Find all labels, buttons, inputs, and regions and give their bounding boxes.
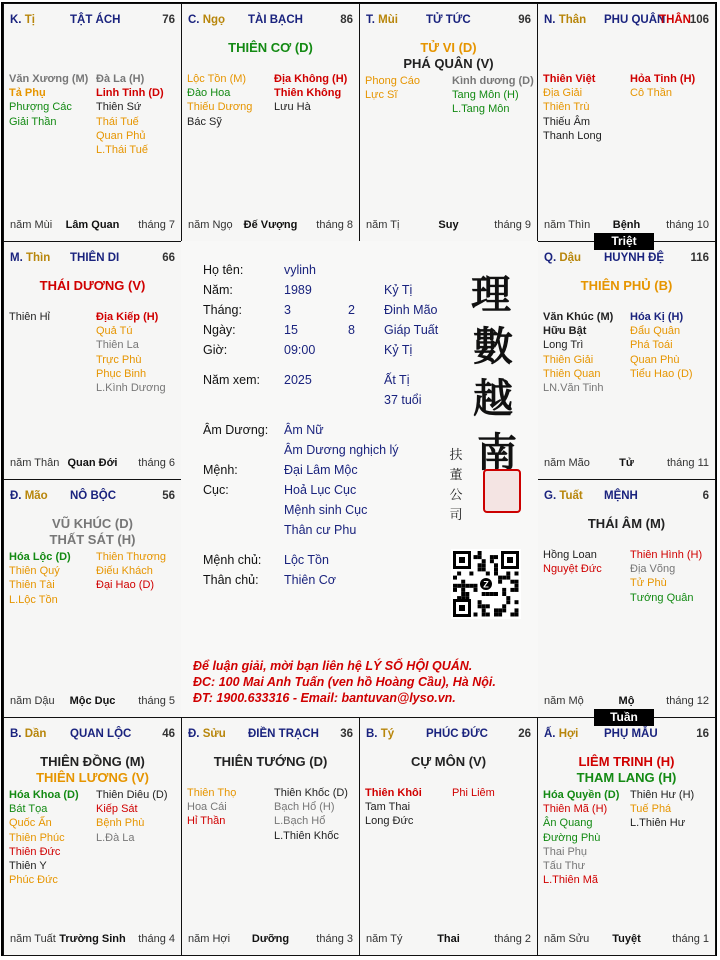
minor-star: Lộc Tồn (M) (187, 73, 247, 85)
minor-star: Văn Khúc (M) (543, 311, 614, 323)
palace-can: K. (10, 14, 22, 26)
minor-star: Thiếu Dương (187, 101, 253, 114)
minor-star: Hóa Quyền (D) (543, 789, 620, 801)
palace-year: năm Hợi (188, 933, 231, 945)
palace-chi: Tuất (559, 490, 583, 502)
minor-star: Thiên Diêu (D) (96, 789, 168, 801)
main-star: VŨ KHÚC (D) (52, 516, 133, 531)
palace-footer (366, 933, 531, 947)
minor-star: Phi Liêm (452, 787, 495, 799)
palace-dau (537, 241, 716, 480)
palace-state: Bệnh (612, 219, 641, 231)
minor-star: Hóa Khoa (D) (9, 789, 79, 801)
logo-char-4: 南 (477, 429, 517, 476)
minor-star: Tiểu Hao (D) (630, 367, 693, 380)
stars-right (274, 786, 348, 843)
main-star: THÁI DƯƠNG (V) (39, 278, 146, 293)
value-ngay: 15 (284, 323, 298, 337)
stars-right (96, 550, 166, 593)
main-star: THIÊN PHỦ (B) (580, 278, 673, 293)
stars-left (543, 548, 602, 576)
minor-star: Kình dương (D) (452, 75, 534, 87)
palace-month: tháng 3 (316, 933, 353, 945)
stars-right (452, 786, 495, 800)
triet-tag: Triệt (594, 233, 654, 250)
palace-footer (544, 219, 709, 233)
label-am-duong: Âm Dương: (203, 423, 269, 437)
palace-chi: Thìn (25, 252, 51, 264)
contact-line-2: ĐC: 100 Mai Anh Tuấn (ven hồ Hoàng Cầu), Hà Nội. (193, 675, 496, 689)
palace-can: M. (10, 252, 23, 264)
tuan-tag: Tuần (594, 709, 654, 726)
palace-name: PHÚC ĐỨC (426, 728, 488, 740)
stars-left (187, 786, 236, 829)
minor-star: Bát Tọa (9, 803, 48, 816)
svg-text:Z: Z (483, 579, 489, 590)
palace-month: tháng 7 (138, 219, 175, 231)
minor-star: Tướng Quân (630, 591, 694, 604)
palace-name: HUYNH ĐỆ (604, 252, 665, 264)
label-than-chu: Thân chủ: (203, 573, 259, 587)
label-thang: Tháng: (203, 303, 242, 317)
palace-can: C. (188, 14, 200, 26)
palace-chi: Dậu (559, 252, 582, 264)
palace-state: Lâm Quan (65, 219, 120, 231)
seal-stamp (483, 469, 521, 513)
label-nam: Năm: (203, 283, 233, 297)
minor-star: L.Thái Tuế (96, 144, 148, 157)
palace-year: năm Sửu (544, 933, 590, 945)
stars-right (274, 72, 347, 115)
palace-year: năm Mão (544, 457, 590, 469)
palace-year: năm Tý (366, 933, 403, 945)
value-thang-can: Đinh Mão (384, 303, 438, 317)
minor-star: Linh Tinh (D) (96, 87, 164, 100)
value-am-duong-2: Âm Dương nghịch lý (284, 443, 399, 457)
minor-star: Quan Phủ (96, 129, 146, 142)
value-menh: Đại Lâm Mộc (284, 463, 358, 477)
palace-chi: Ngọ (202, 14, 226, 26)
stars-right (96, 72, 164, 157)
stars-right (452, 74, 534, 117)
minor-star: Thiên Thọ (187, 787, 237, 799)
value-thang: 3 (284, 303, 291, 317)
palace-name: NÔ BỘC (70, 490, 116, 502)
palace-can: T. (366, 14, 375, 26)
minor-star: Thiên Không (274, 87, 342, 100)
minor-star: Hỏa Tinh (H) (630, 73, 696, 85)
main-star: LIÊM TRINH (H) (578, 754, 675, 769)
minor-star: Tam Thai (365, 801, 411, 814)
minor-star: Thiên Giải (543, 353, 594, 366)
palace-chi: Mùi (378, 14, 398, 26)
palace-mui (359, 3, 538, 242)
minor-star: L.Thiên Hư (630, 817, 686, 830)
minor-star: LN.Văn Tinh (543, 382, 604, 395)
palace-month: tháng 8 (316, 219, 353, 231)
minor-star: Thiên Quý (9, 565, 60, 578)
value-than-chu: Thiên Cơ (284, 573, 336, 587)
value-ngay-can: Giáp Tuất (384, 323, 439, 337)
value-gio-can: Kỷ Tị (384, 343, 413, 357)
label-cuc: Cục: (203, 483, 229, 497)
main-star: THIÊN TƯỚNG (D) (213, 754, 328, 769)
palace-footer (544, 933, 709, 947)
palace-chi: Sửu (202, 728, 226, 740)
value-nam: 1989 (284, 283, 312, 297)
palace-state: Dưỡng (251, 933, 290, 945)
logo-char-2: 數 (473, 323, 513, 370)
palace-year: năm Mùi (10, 219, 53, 231)
palace-state: Suy (438, 219, 459, 231)
label-menh-chu: Mệnh chủ: (203, 553, 262, 567)
palace-can: Ấ. (544, 728, 556, 740)
minor-star: Thiếu Âm (543, 115, 591, 128)
minor-star: Thiên Trù (543, 101, 590, 114)
value-thang-al: 2 (348, 303, 355, 317)
palace-age: 106 (689, 14, 709, 26)
minor-star: L.Tang Môn (452, 103, 510, 116)
minor-star: Phượng Các (9, 101, 72, 114)
minor-star: Văn Xương (M) (9, 73, 89, 85)
palace-age: 26 (518, 728, 531, 740)
minor-star: Phúc Đức (9, 874, 58, 887)
palace-month: tháng 10 (666, 219, 709, 231)
palace-chi: Hợi (558, 728, 579, 740)
logo-sub-text: 扶 董 公 司 (449, 448, 463, 523)
minor-star: Long Trì (543, 339, 584, 352)
main-star: PHÁ QUÂN (V) (403, 56, 494, 71)
minor-star: Địa Kiếp (H) (96, 311, 159, 323)
palace-state: Mộ (618, 695, 635, 707)
palace-header (10, 490, 175, 504)
value-cuc: Hoả Lục Cục (284, 483, 357, 497)
minor-star: Hữu Bật (543, 325, 587, 338)
palace-state: Thai (437, 933, 460, 945)
palace-name: TẬT ÁCH (70, 14, 121, 26)
palace-header (366, 14, 531, 28)
palace-age: 6 (702, 490, 709, 502)
palace-age: 36 (340, 728, 353, 740)
stars-left (9, 788, 79, 887)
palace-year: năm Ngọ (188, 219, 233, 231)
palace-header (544, 728, 709, 742)
palace-header (544, 490, 709, 504)
minor-star: Điếu Khách (96, 565, 153, 578)
palace-age: 16 (696, 728, 709, 740)
palace-state: Tử (619, 457, 634, 469)
value-nam-xem-can: Ất Tị (384, 373, 410, 387)
palace-year: năm Thìn (544, 219, 591, 231)
minor-star: Thiên Quan (543, 367, 601, 380)
palace-chi: Dần (24, 728, 47, 740)
palace-than (537, 3, 716, 242)
value-nam-xem: 2025 (284, 373, 312, 387)
palace-month: tháng 11 (666, 457, 709, 469)
label-nam-xem: Năm xem: (203, 373, 260, 387)
minor-star: Quan Phù (630, 353, 680, 366)
palace-thin (3, 241, 182, 480)
palace-footer (544, 457, 709, 471)
label-menh: Mệnh: (203, 463, 238, 477)
palace-age: 46 (162, 728, 175, 740)
minor-star: Bệnh Phù (96, 817, 145, 830)
palace-footer (366, 219, 531, 233)
palace-can: G. (544, 490, 557, 502)
minor-star: Hóa Lộc (D) (9, 551, 71, 563)
value-gio: 09:00 (284, 343, 316, 357)
palace-header (544, 252, 709, 266)
minor-star: Thiên Khốc (D) (274, 787, 348, 799)
minor-star: Đại Hao (D) (96, 579, 155, 592)
value-menh-chu: Lộc Tồn (284, 553, 329, 567)
palace-month: tháng 6 (138, 457, 175, 469)
minor-star: Quốc Ấn (9, 817, 52, 830)
minor-star: L.Thiên Mã (543, 874, 599, 887)
stars-left (9, 310, 50, 324)
palace-state: Trường Sinh (59, 933, 126, 945)
minor-star: Tấu Thư (543, 860, 586, 873)
palace-month: tháng 2 (494, 933, 531, 945)
palace-year: năm Mộ (544, 695, 584, 707)
palace-chi: Tý (380, 728, 395, 740)
minor-star: Tử Phù (630, 577, 667, 590)
palace-can: B. (10, 728, 22, 740)
minor-star: Thiên Thương (96, 551, 167, 563)
minor-star: Ân Quang (543, 817, 593, 830)
palace-hoi (537, 717, 716, 956)
main-star: THIÊN LƯƠNG (V) (36, 770, 149, 785)
minor-star: Bạch Hổ (H) (274, 801, 335, 814)
minor-star: L.Đà La (96, 831, 135, 844)
palace-can: Đ. (10, 490, 22, 502)
palace-age: 56 (162, 490, 175, 502)
minor-star: Thiên Khôi (365, 787, 422, 799)
palace-ngo (181, 3, 360, 242)
main-star: THÁI ÂM (M) (587, 516, 666, 531)
main-star: THIÊN CƠ (D) (228, 40, 313, 55)
minor-star: L.Lộc Tồn (9, 593, 58, 606)
minor-star: Hỉ Thần (187, 815, 226, 828)
value-ngay-al: 8 (348, 323, 355, 337)
minor-star: Đà La (H) (96, 73, 145, 85)
palace-month: tháng 9 (494, 219, 531, 231)
palace-suu (181, 717, 360, 956)
minor-star: Nguyệt Đức (543, 563, 602, 576)
palace-header (366, 728, 531, 742)
minor-star: Đường Phù (543, 831, 601, 844)
minor-star: Thiên Sứ (96, 101, 142, 114)
palace-can: N. (544, 14, 556, 26)
palace-month: tháng 4 (138, 933, 175, 945)
minor-star: Phá Toái (630, 339, 673, 352)
minor-star: Lưu Hà (274, 101, 311, 114)
palace-age: 96 (518, 14, 531, 26)
minor-star: Địa Võng (630, 563, 676, 576)
main-star: THAM LANG (H) (576, 770, 677, 785)
palace-year: năm Dậu (10, 695, 55, 707)
stars-left (365, 786, 422, 829)
minor-star: Thanh Long (543, 129, 602, 142)
palace-header (10, 728, 175, 742)
minor-star: Địa Giải (543, 87, 583, 100)
minor-star: Thiên Y (9, 860, 47, 873)
palace-ti (359, 717, 538, 956)
stars-right (96, 788, 168, 845)
palace-year: năm Tị (366, 219, 400, 231)
minor-star: Hóa Kị (H) (630, 311, 684, 323)
contact-line-3: ĐT: 1900.633316 - Email: bantuvan@lyso.vn. (193, 691, 456, 705)
palace-footer (10, 457, 175, 471)
palace-header (10, 14, 175, 28)
contact-line-1: Để luận giải, mời bạn liên hệ LÝ SỐ HỘI QUÁN. (193, 659, 473, 673)
palace-month: tháng 1 (672, 933, 709, 945)
palace-header (188, 728, 353, 742)
palace-age: 66 (162, 252, 175, 264)
stars-left (543, 310, 613, 395)
palace-month: tháng 12 (666, 695, 709, 707)
stars-right (630, 548, 702, 605)
minor-star: Hồng Loan (543, 549, 597, 561)
palace-footer (10, 219, 175, 233)
palace-month: tháng 5 (138, 695, 175, 707)
palace-header (10, 252, 175, 266)
logo-char-1: 理 (471, 271, 511, 318)
palace-chi: Tị (24, 14, 35, 26)
palace-chi: Thân (558, 14, 587, 26)
palace-age: 86 (340, 14, 353, 26)
palace-footer (10, 695, 175, 709)
palace-mao (3, 479, 182, 718)
palace-header (188, 14, 353, 28)
stars-right (630, 310, 693, 381)
palace-state: Tuyệt (612, 933, 641, 945)
palace-footer (188, 219, 353, 233)
value-cuc-2: Mệnh sinh Cục (284, 503, 368, 517)
main-star: THIÊN ĐỒNG (M) (40, 754, 145, 769)
palace-name: MỆNH (604, 490, 638, 502)
palace-footer (188, 933, 353, 947)
palace-name: QUAN LỘC (70, 728, 132, 740)
stars-right (630, 788, 694, 831)
minor-star: Thiên Đức (9, 845, 61, 858)
label-gio: Giờ: (203, 343, 228, 357)
palace-state: Quan Đới (67, 457, 118, 469)
stars-left (365, 74, 420, 102)
minor-star: Hoa Cái (187, 801, 227, 814)
minor-star: Tang Môn (H) (452, 89, 519, 102)
value-ho-ten: vylinh (284, 263, 316, 277)
main-star: CỰ MÔN (V) (410, 754, 487, 769)
minor-star: L.Bạch Hổ (274, 815, 326, 828)
minor-star: Đào Hoa (187, 87, 231, 100)
center-info-panel (181, 241, 538, 717)
main-star: TỬ VI (D) (420, 40, 477, 55)
palace-can: B. (366, 728, 378, 740)
palace-dan (3, 717, 182, 956)
stars-left (187, 72, 252, 129)
label-ho-ten: Họ tên: (203, 263, 244, 277)
minor-star: Thai Phụ (543, 845, 588, 858)
minor-star: Phục Binh (96, 367, 147, 380)
minor-star: Tuế Phá (630, 803, 672, 816)
palace-age: 76 (162, 14, 175, 26)
palace-tuat (537, 479, 716, 718)
palace-state: Mộc Dục (69, 695, 116, 707)
stars-right (630, 72, 695, 100)
minor-star: Quả Tú (96, 325, 133, 338)
palace-year: năm Tuất (10, 933, 56, 945)
label-ngay: Ngày: (203, 323, 236, 337)
stars-left (543, 788, 619, 887)
minor-star: Thiên Mã (H) (543, 803, 608, 816)
palace-state: Đế Vượng (243, 219, 298, 231)
minor-star: Long Đức (365, 815, 414, 828)
minor-star: Thiên Hư (H) (630, 789, 695, 801)
value-nam-can: Kỷ Tị (384, 283, 413, 297)
palace-header (544, 14, 709, 28)
palace-footer (10, 933, 175, 947)
stars-right (96, 310, 166, 395)
minor-star: Cô Thần (630, 87, 672, 100)
palace-name: THIÊN DI (70, 252, 120, 264)
stars-left (9, 550, 71, 607)
minor-star: Thiên Việt (543, 73, 596, 85)
palace-name: TÀI BẠCH (248, 14, 303, 26)
main-star: THẤT SÁT (H) (49, 532, 136, 547)
palace-name: TỬ TỨC (426, 14, 471, 26)
minor-star: L.Thiên Khốc (274, 829, 339, 842)
palace-year: năm Thân (10, 457, 60, 469)
palace-name: ĐIỀN TRẠCH (248, 728, 319, 740)
value-cuc-3: Thân cư Phu (284, 523, 357, 537)
minor-star: Thiên Tài (9, 579, 55, 592)
minor-star: Giải Thần (9, 115, 57, 128)
minor-star: Tả Phụ (9, 87, 46, 100)
minor-star: L.Kình Dương (96, 382, 166, 395)
minor-star: Phong Cáo (365, 75, 421, 87)
stars-left (543, 72, 602, 143)
palace-footer (544, 695, 709, 709)
minor-star: Lực Sĩ (365, 89, 398, 102)
minor-star: Thiên Hỉ (9, 311, 50, 323)
qr-code[interactable] (451, 549, 521, 619)
palace-name: PHỤ MẪU (604, 728, 658, 740)
minor-star: Đẩu Quân (630, 325, 681, 338)
minor-star: Bác Sỹ (187, 115, 222, 128)
palace-name: PHU QUÂN (604, 14, 666, 26)
minor-star: Thái Tuế (96, 115, 139, 128)
value-am-duong: Âm Nữ (284, 423, 324, 437)
palace-age: 116 (690, 252, 709, 264)
than-marker: THÂN (659, 14, 691, 26)
minor-star: Thiên Phúc (9, 831, 65, 844)
palace-ty (3, 3, 182, 242)
minor-star: Trực Phù (96, 353, 142, 366)
logo-char-3: 越 (473, 375, 513, 422)
value-tuoi: 37 tuổi (384, 393, 422, 407)
palace-can: Q. (544, 252, 557, 264)
minor-star: Địa Không (H) (274, 73, 348, 85)
minor-star: Thiên Hình (H) (630, 549, 703, 561)
palace-can: Đ. (188, 728, 200, 740)
palace-chi: Mão (24, 490, 48, 502)
stars-left (9, 72, 88, 129)
minor-star: Thiên La (96, 339, 139, 352)
minor-star: Kiếp Sát (96, 803, 138, 816)
